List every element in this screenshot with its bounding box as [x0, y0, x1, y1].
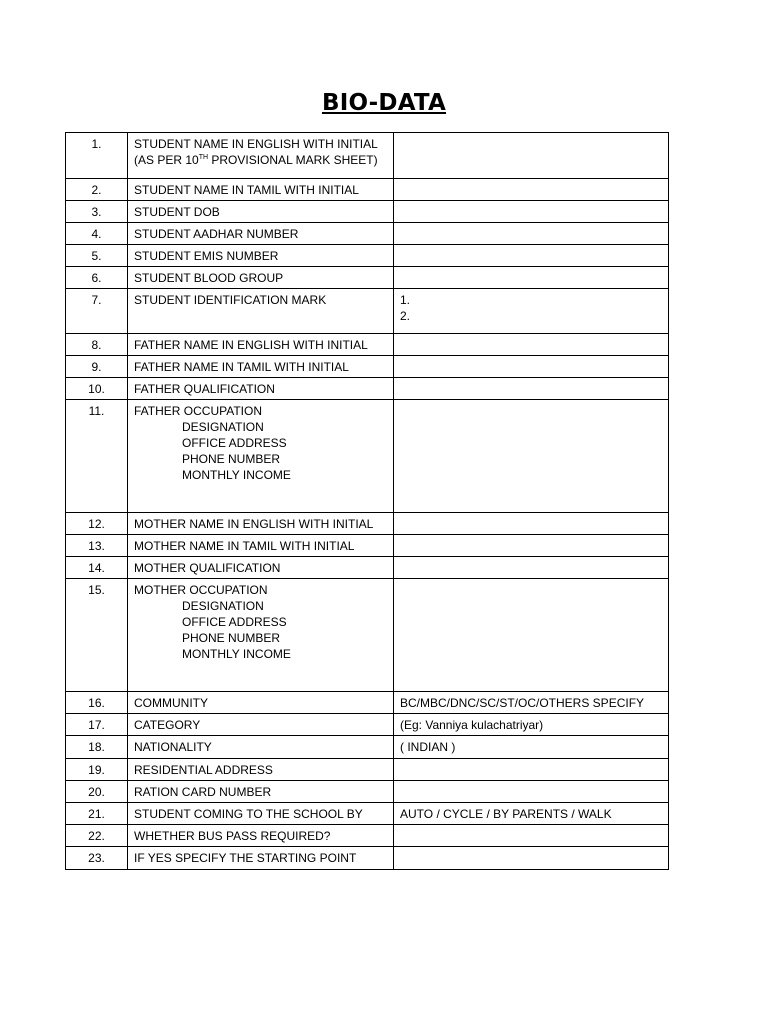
row-number: 22.: [66, 825, 128, 847]
row-label: STUDENT NAME IN TAMIL WITH INITIAL: [128, 179, 394, 201]
row-label: STUDENT COMING TO THE SCHOOL BY: [128, 803, 394, 825]
row-label: CATEGORY: [128, 714, 394, 736]
row-label-line: STUDENT NAME IN ENGLISH WITH INITIAL: [134, 137, 378, 151]
row-number: 4.: [66, 223, 128, 245]
row-value-field[interactable]: ( INDIAN ): [394, 736, 669, 759]
row-value-field[interactable]: [394, 267, 669, 289]
table-row: [66, 736, 669, 759]
row-number: 2.: [66, 179, 128, 201]
table-row: [66, 201, 669, 223]
superscript: TH: [198, 154, 209, 161]
table-row: [66, 579, 669, 692]
table-row: [66, 378, 669, 400]
row-number: 13.: [66, 535, 128, 557]
row-label: FATHER QUALIFICATION: [128, 378, 394, 400]
row-number: 12.: [66, 513, 128, 535]
label-text: (AS PER 10: [134, 153, 199, 167]
sub-label: DESIGNATION: [182, 420, 264, 434]
row-label-line: FATHER OCCUPATION: [134, 404, 263, 418]
row-label-line: MOTHER OCCUPATION: [134, 583, 268, 597]
sub-label: PHONE NUMBER: [182, 631, 281, 645]
row-value-field[interactable]: [394, 535, 669, 557]
row-number: 9.: [66, 356, 128, 378]
row-value-field[interactable]: [394, 133, 669, 179]
row-number: 23.: [66, 847, 128, 870]
row-number: 3.: [66, 201, 128, 223]
row-label: MOTHER NAME IN TAMIL WITH INITIAL: [128, 535, 394, 557]
row-value-field[interactable]: [394, 825, 669, 847]
table-row: [66, 825, 669, 847]
row-number: 17.: [66, 714, 128, 736]
sub-label: MONTHLY INCOME: [182, 647, 291, 661]
row-label: STUDENT AADHAR NUMBER: [128, 223, 394, 245]
row-value-field[interactable]: [394, 378, 669, 400]
sub-label: PHONE NUMBER: [182, 452, 281, 466]
sub-label: OFFICE ADDRESS: [182, 615, 287, 629]
row-value-field[interactable]: [394, 513, 669, 535]
table-row: [66, 847, 669, 870]
row-number: 18.: [66, 736, 128, 759]
row-label: MOTHER QUALIFICATION: [128, 557, 394, 579]
sub-label: DESIGNATION: [182, 599, 264, 613]
table-row: [66, 223, 669, 245]
identification-mark-1: 1.: [400, 293, 411, 307]
table-row: [66, 513, 669, 535]
row-number: 19.: [66, 759, 128, 781]
row-label: RATION CARD NUMBER: [128, 781, 394, 803]
label-text: PROVISIONAL MARK SHEET): [208, 153, 378, 167]
row-value-field[interactable]: [394, 579, 669, 692]
row-value-field[interactable]: [394, 781, 669, 803]
row-number: 1.: [66, 133, 128, 179]
table-row: [66, 714, 669, 736]
sub-label: MONTHLY INCOME: [182, 468, 291, 482]
row-label: NATIONALITY: [128, 736, 394, 759]
row-number: 7.: [66, 289, 128, 334]
row-value-field[interactable]: [394, 356, 669, 378]
table-row: [66, 179, 669, 201]
row-value-field[interactable]: [394, 223, 669, 245]
row-value-field[interactable]: [394, 334, 669, 356]
row-number: 10.: [66, 378, 128, 400]
row-value-field[interactable]: [394, 557, 669, 579]
row-value-field[interactable]: [394, 179, 669, 201]
row-label: STUDENT BLOOD GROUP: [128, 267, 394, 289]
table-row: [66, 334, 669, 356]
identification-mark-2: 2.: [400, 309, 411, 323]
table-row: [66, 400, 669, 513]
row-number: 8.: [66, 334, 128, 356]
row-value-field[interactable]: [394, 400, 669, 513]
table-row: [66, 557, 669, 579]
table-row: [66, 267, 669, 289]
row-value-field[interactable]: [394, 847, 669, 870]
row-label: IF YES SPECIFY THE STARTING POINT: [128, 847, 394, 870]
row-value-field[interactable]: [394, 289, 669, 334]
row-number: 16.: [66, 692, 128, 714]
table-row: [66, 692, 669, 714]
sub-label: OFFICE ADDRESS: [182, 436, 287, 450]
table-row: [66, 289, 669, 334]
row-label: [128, 400, 394, 513]
row-number: 6.: [66, 267, 128, 289]
table-row: [66, 133, 669, 179]
table-row: [66, 535, 669, 557]
table-row: [66, 781, 669, 803]
row-label: WHETHER BUS PASS REQUIRED?: [128, 825, 394, 847]
row-number: 20.: [66, 781, 128, 803]
row-number: 5.: [66, 245, 128, 267]
row-label: [128, 579, 394, 692]
row-label: STUDENT EMIS NUMBER: [128, 245, 394, 267]
row-value-field[interactable]: BC/MBC/DNC/SC/ST/OC/OTHERS SPECIFY: [394, 692, 669, 714]
row-label: STUDENT DOB: [128, 201, 394, 223]
row-label: FATHER NAME IN TAMIL WITH INITIAL: [128, 356, 394, 378]
row-label: COMMUNITY: [128, 692, 394, 714]
table-row: [66, 356, 669, 378]
page-title: BIO-DATA: [321, 90, 447, 116]
row-number: 11.: [66, 400, 128, 513]
row-value-field[interactable]: [394, 245, 669, 267]
row-number: 21.: [66, 803, 128, 825]
table-row: [66, 759, 669, 781]
bio-data-table: [65, 132, 669, 870]
row-label: MOTHER NAME IN ENGLISH WITH INITIAL: [128, 513, 394, 535]
table-row: [66, 803, 669, 825]
row-number: 14.: [66, 557, 128, 579]
row-label: RESIDENTIAL ADDRESS: [128, 759, 394, 781]
row-label: FATHER NAME IN ENGLISH WITH INITIAL: [128, 334, 394, 356]
row-value-field[interactable]: [394, 201, 669, 223]
row-value-field[interactable]: (Eg: Vanniya kulachatriyar): [394, 714, 669, 736]
row-label-line: [134, 152, 387, 168]
row-label: [128, 133, 394, 179]
row-value-field[interactable]: AUTO / CYCLE / BY PARENTS / WALK: [394, 803, 669, 825]
table-row: [66, 245, 669, 267]
row-label: STUDENT IDENTIFICATION MARK: [128, 289, 394, 334]
row-value-field[interactable]: [394, 759, 669, 781]
row-number: 15.: [66, 579, 128, 692]
